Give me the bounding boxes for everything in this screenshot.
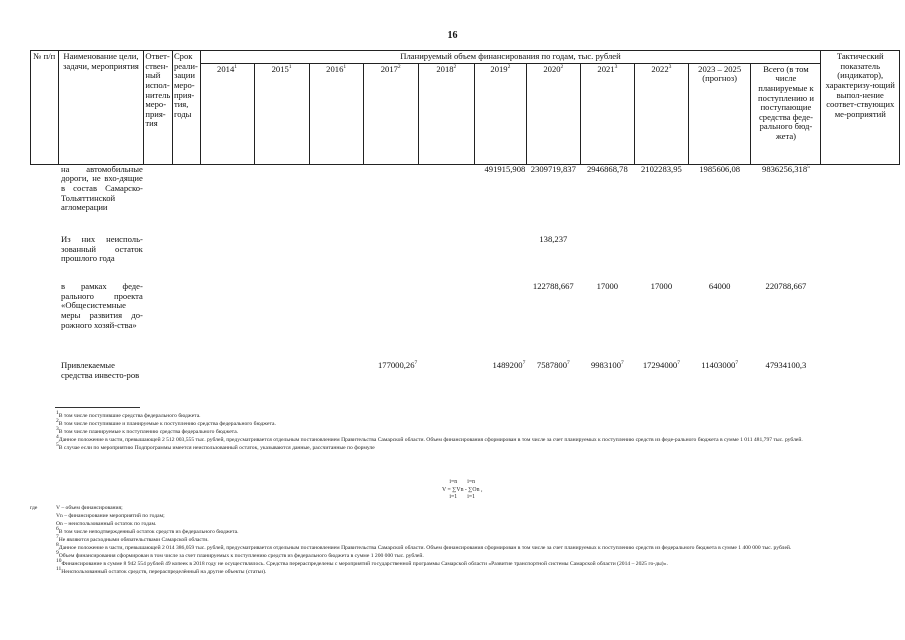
cell-2021: 2946868,78: [586, 163, 628, 174]
row-name: в рамках феде-рального проекта «Общесистемные меры развития до-рожного хозяй-ства»: [61, 281, 143, 330]
cell-2019: 1489200$^7$: [492, 360, 526, 371]
footnote: $^5$В случае если по мероприятию Подпрограммы имеется неиспользованный остаток, указываются данные, рассчитанные по формуле: [56, 441, 375, 451]
cell-2021: 17000: [596, 281, 619, 292]
header-year: 2014$^1$: [200, 63, 254, 164]
footnote: $^3$В том числе планируемые к поступлению средства федерального бюджета.: [56, 426, 239, 435]
header-forecast: 2023 – 2025 (прогноз): [688, 63, 751, 164]
financing-table: [30, 50, 900, 397]
header-year: 2021$^3$: [580, 63, 634, 164]
footnote: $^2$В том числе поступившие и планируемые к поступлению средства федерального бюджета.: [56, 418, 276, 427]
cell-2020: 7587800$^7$: [536, 360, 570, 371]
header-year: 2019$^2$: [474, 63, 526, 164]
formula: [442, 479, 482, 502]
footnotes-block: [30, 410, 898, 453]
page-number: 16: [447, 30, 458, 41]
formula-legend: On – неиспользованный остаток по годам.: [56, 520, 157, 527]
formula-legend: где V – объем финансирования;: [30, 505, 123, 511]
footnote: $^9$Объем финансирования сформирован в том числе за счет планируемых к поступлению средств из федерального бюджета в сумме 1 200 000 тыс. рублей.: [56, 549, 424, 559]
cell-total: 9836256,318$^5$: [762, 163, 810, 174]
header-year: 2015$^1$: [254, 63, 309, 164]
header-financing-group: Планируемый объем финансирования по годам, тыс. рублей: [200, 51, 821, 64]
table-row: [31, 235, 900, 282]
cell-forecast: 64000: [708, 281, 731, 292]
cell-total: 47934100,3: [765, 360, 807, 371]
header-year: 2017$^2$: [363, 63, 418, 164]
footnotes-block-continued: [30, 505, 898, 576]
cell-2022: 17294000$^7$: [642, 360, 680, 371]
cell-forecast: 11403000$^7$: [701, 360, 739, 371]
header-name: Наименование цели, задачи, мероприятия: [58, 51, 144, 165]
header-year: 2018$^2$: [418, 63, 474, 164]
header-executor: Ответ-ствен-ный испол-нитель меро-прия-тия: [144, 51, 173, 165]
header-total: Всего (в том числе планируемые к поступлению и поступающие средства феде-рального бюд-жета): [751, 63, 821, 164]
table-row: [31, 361, 900, 397]
cell-2021: 9983100$^7$: [590, 360, 624, 371]
footnote-divider: [55, 407, 140, 408]
table-row: [31, 164, 900, 235]
table-row: [31, 282, 900, 361]
header-term: Срок реали-зации меро-прия-тия, годы: [172, 51, 200, 165]
header-year: 2020$^2$: [526, 63, 580, 164]
footnote: $^7$Не являются расходными обязательствами Самарской области.: [56, 533, 209, 543]
cell-2020: 122788,667: [532, 281, 574, 292]
formula-legend: Vn – финансирование мероприятий по годам;: [56, 512, 165, 519]
footnote: $^4$Данное положение в части, превышающей 2 512 003,555 тыс. рублей, предусматривается отдельным постановлением Правительства Самарской области. Объем финансирования сформирован в том числе за счет планируемых к поступлению средств из феде-рального бюджета в сумме 1 011 481,797 тыс. рублей.: [56, 433, 803, 443]
header-year: 2016$^1$: [309, 63, 363, 164]
footnote: $^{11}$Неиспользованный остаток средств, перераспределённый на другие объекты (статьи).: [56, 565, 267, 575]
cell-2022: 17000: [650, 281, 673, 292]
footnote: $^1$В том числе поступившие средства федерального бюджета.: [56, 410, 201, 419]
row-name: Из них неисполь-зованный остаток прошлого года: [61, 234, 143, 264]
cell-2017: 177000,26$^7$: [377, 360, 418, 371]
cell-2020: 2309719,837: [530, 163, 576, 174]
row-name: на автомобильные дороги, не вхо-дящие в состав Самарско-Тольяттинской агломерации: [61, 163, 143, 213]
formula-expression: V = ∑Vn - ∑On ,: [442, 486, 483, 493]
cell-forecast: 1985606,08: [699, 163, 741, 174]
footnote: $^{10}$Финансирование в сумме 8 942 554 рублей 49 копеек в 2018 году не осуществлялось. Средства перераспределены с мероприятий государственной программы Самарской области «Развитие транспортной системы Самарской области (2014 – 2025 го-ды)».: [56, 557, 668, 567]
cell-2022: 2102283,95: [640, 163, 682, 174]
cell-total: 220788,667: [765, 281, 807, 292]
cell-2019: 491915,908: [484, 163, 526, 174]
formula-lower-limits: i=1 i=1: [449, 494, 476, 501]
footnote: $^6$В том числе неподтвержденный остаток средств из федерального бюджета.: [56, 525, 239, 535]
footnote: $^8$Данное положение в части, превышающей 2 014 386,059 тыс. рублей, предусматривается отдельным постановлением Правительства Самарской области. Объем финансирования сформирован в том числе за счет планируемых к поступлению средств из федерального бюджета в сумме 1 400 000 тыс. рублей.: [56, 541, 792, 551]
cell-2020: 138,237: [539, 234, 568, 245]
header-year: 2022$^3$: [634, 63, 688, 164]
row-name: Привлекаемые средства инвесто-ров: [61, 360, 140, 380]
formula-upper-limits: i=n i=n: [449, 479, 476, 485]
header-indicator: Тактический показатель (индикатор), характеризу-ющий выпол-нение соответ-ствующих ме-роприятий: [821, 51, 900, 165]
header-num: № п/п: [31, 51, 59, 165]
